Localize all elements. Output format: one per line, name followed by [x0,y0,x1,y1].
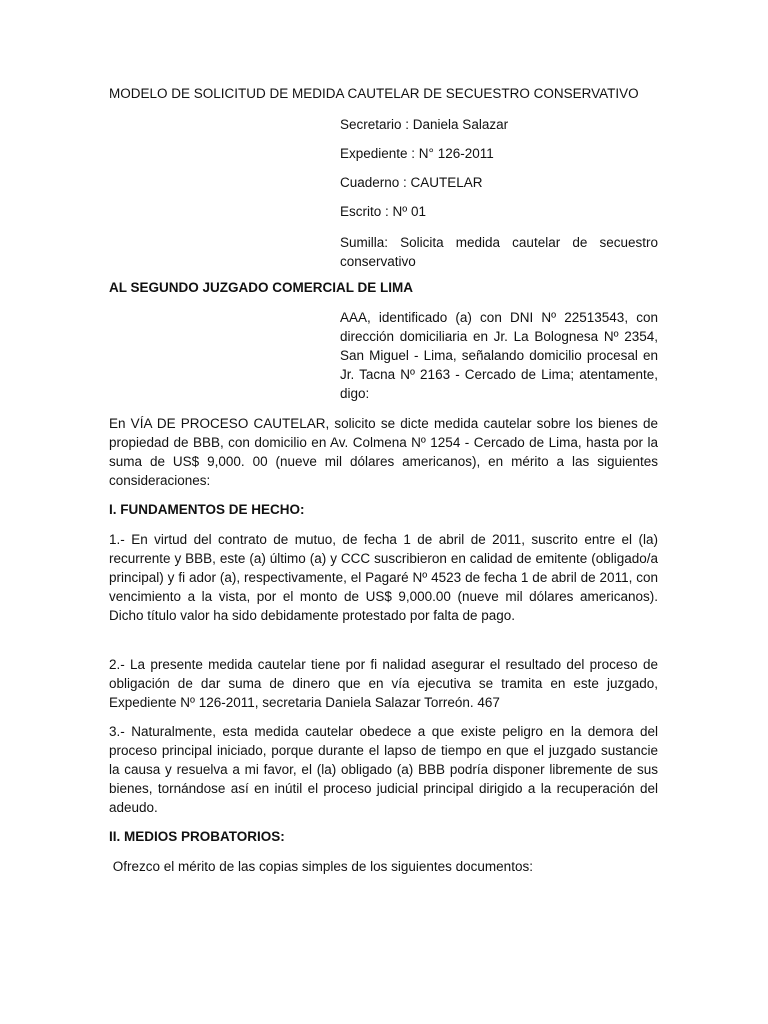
fact-paragraph-2: 2.- La presente medida cautelar tiene por fi nalidad asegurar el resultado del proceso de obligación de dar suma de dinero que en vía ejecutiva se tramita en este juzgado, Expediente Nº 126-2011, secretaria Daniela Salazar Torreón. 467 [109,657,658,710]
escrito-line: Escrito : Nº 01 [340,204,426,219]
secretario-line: Secretario : Daniela Salazar [340,117,509,132]
document-title: MODELO DE SOLICITUD DE MEDIDA CAUTELAR DE SECUESTRO CONSERVATIVO [109,86,639,101]
petition-paragraph: En VÍA DE PROCESO CAUTELAR, solicito se dicte medida cautelar sobre los bienes de propiedad de BBB, con domicilio en Av. Colmena Nº 1254 - Cercado de Lima, hasta por la suma de US$ 9,000. 00 (nueve mil dólares americanos), en mérito a las siguientes consideraciones: [109,416,658,488]
section-heading-facts: I. FUNDAMENTOS DE HECHO: [109,502,305,517]
party-intro: AAA, identificado (a) con DNI Nº 22513543, con dirección domiciliaria en Jr. La Bolognesa Nº 2354, San Miguel - Lima, señalando domicilio procesal en Jr. Tacna Nº 2163 - Cercado de Lima; atentamente, digo: [340,310,658,401]
evidence-intro: Ofrezco el mérito de las copias simples de los siguientes documentos: [109,859,533,874]
cuaderno-line: Cuaderno : CAUTELAR [340,175,483,190]
sumilla-line: Sumilla: Solicita medida cautelar de secuestro conservativo [340,235,658,269]
fact-paragraph-3: 3.- Naturalmente, esta medida cautelar obedece a que existe peligro en la demora del proceso principal iniciado, porque durante el lapso de tiempo en que el juzgado sustancie la causa y resuelva a mi favor, el (la) obligado (a) BBB podría disponer libremente de sus bienes, tornándose así en inútil el proceso judicial principal dirigido a la recuperación del adeudo. [109,724,658,815]
section-heading-evidence: II. MEDIOS PROBATORIOS: [109,829,285,844]
expediente-line: Expediente : N° 126-2011 [340,146,494,161]
fact-paragraph-1: 1.- En virtud del contrato de mutuo, de fecha 1 de abril de 2011, suscrito entre el (la) recurrente y BBB, este (a) último (a) y CCC suscribieron en calidad de emitente (obligado/a principal) y fi ador (a), respectivamente, el Pagaré Nº 4523 de fecha 1 de abril de 2011, con vencimiento a la vista, por el monto de US$ 9,000.00 (nueve mil dólares americanos). Dicho título valor ha sido debidamente protestado por falta de pago. [109,532,658,623]
addressee: AL SEGUNDO JUZGADO COMERCIAL DE LIMA [109,280,414,295]
